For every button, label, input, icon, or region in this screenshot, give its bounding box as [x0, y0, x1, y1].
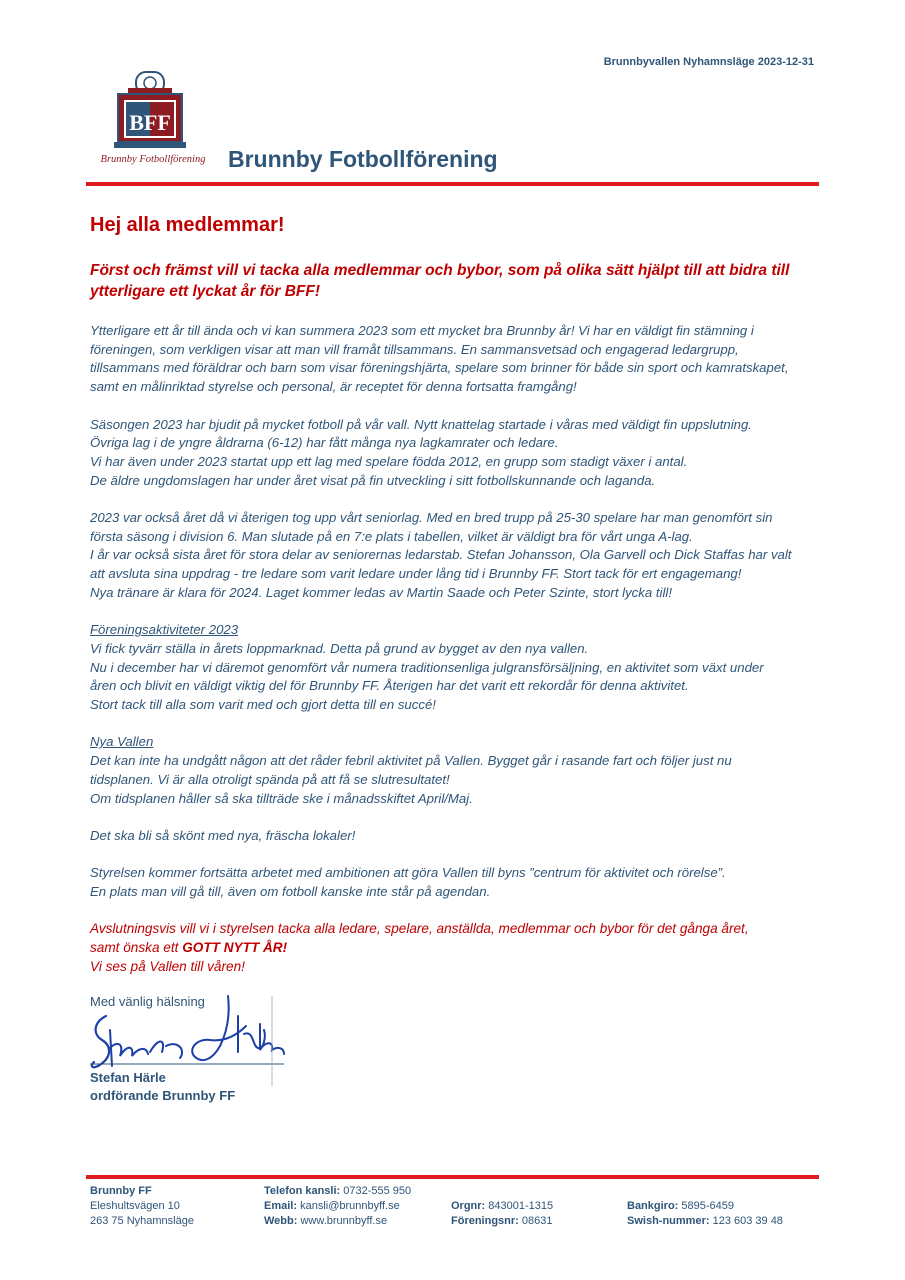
footer-swish: 123 603 39 48 — [712, 1215, 783, 1227]
footer-city: 263 75 Nyhamnsläge — [90, 1215, 194, 1227]
text-line: Vi fick tyvärr ställa in årets loppmarknad. Detta på grund av bygget av den nya vallen. — [90, 640, 589, 656]
text-line: första säsong i division 6. Man slutade på en 7:e plats i tabellen, vilket är väldigt bra för vårt unga A-lag. — [90, 528, 693, 544]
footer-email-link[interactable]: kansli@brunnbyff.se — [300, 1200, 400, 1212]
text-line: föreningen, som verkligen visar att man vill framåt tillsammans. En sammansvetsad och engagerad ledargrupp, — [90, 341, 739, 357]
paragraph-closing-wishes — [90, 920, 835, 976]
bankgiro-label: Bankgiro: — [627, 1200, 679, 1212]
text-line: Säsongen 2023 har bjudit på mycket fotboll på vår vall. Nytt knattelag startade i våras med väldigt fin uppslutning. — [90, 416, 752, 432]
text-line: 2023 var också året då vi återigen tog upp vårt seniorlag. Med en bred trupp på 25-30 spelare har man genomfört sin — [90, 510, 773, 525]
text-line: tillsammans med föräldrar och barn som visar föreningshjärta, spelare som brinner för både sin sport och kamratskapet, — [90, 360, 789, 376]
signer-block — [90, 1069, 235, 1105]
text-line: Avslutningsvis vill vi i styrelsen tacka alla ledare, spelare, anställda, medlemmar och bybor för det gånga året, — [90, 921, 749, 937]
footer-registration — [451, 1199, 553, 1229]
section-heading-nya-vallen: Nya Vallen — [90, 734, 154, 750]
letter-body — [90, 322, 835, 995]
footer-foreningsnr: 08631 — [521, 1215, 553, 1227]
document-reference: Brunnbyvallen Nyhamnsläge 2023-12-31 — [603, 56, 814, 68]
foreningsnr-label: Föreningsnr: — [451, 1215, 519, 1227]
text-line: I år var också sista året för stora delar av seniorernas ledarstab. Stefan Johansson, Ola Garvell och Dick Staffas har valt — [90, 547, 792, 563]
text-line: Nu i december har vi däremot genomfört vår numera traditionsenliga julgransförsäljning, en aktivitet som växt under — [90, 659, 764, 675]
signer-title: ordförande Brunnby FF — [90, 1088, 236, 1103]
paragraph-activities — [90, 621, 835, 715]
text-line: att avsluta sina uppdrag - tre ledare som varit ledare under lång tid i Brunnby FF. Stort tack för ert engagemang! — [90, 566, 742, 582]
footer-street: Eleshultsvägen 10 — [90, 1200, 180, 1212]
logo-caption: Brunnby Fotbollförening — [100, 154, 206, 165]
text-line: tidsplanen. Vi är alla otroligt spända på att få se slutresultatet! — [90, 771, 450, 787]
text-line: Vi ses på Vallen till våren! — [90, 958, 245, 974]
footer-payment — [627, 1199, 783, 1229]
text-line: De äldre ungdomslagen har under året visat på fin utveckling i sitt fotbollskunnande och laganda. — [90, 472, 656, 488]
footer-phone[interactable]: 0732-555 950 — [343, 1185, 412, 1197]
footer-club-name: Brunnby FF — [90, 1185, 152, 1197]
text-line: Nya tränare är klara för 2024. Laget kommer ledas av Martin Saade och Peter Szinte, stort lycka till! — [90, 584, 672, 600]
text-line: Det kan inte ha undgått någon att det råder febril aktivitet på Vallen. Bygget går i rasande fart och följer just nu — [90, 753, 732, 769]
swish-label: Swish-nummer: — [627, 1215, 710, 1227]
text-line: Vi har även under 2023 startat upp ett lag med spelare födda 2012, en grupp som stadigt växer i antal. — [90, 453, 688, 469]
club-logo — [112, 70, 188, 154]
text-line: En plats man vill gå till, även om fotboll kanske inte står på agendan. — [90, 884, 491, 899]
signer-name: Stefan Härle — [90, 1070, 166, 1085]
wish-text: samt önska ett — [90, 940, 183, 956]
new-year-wish: GOTT NYTT ÅR! — [182, 940, 288, 956]
footer-orgnr: 843001-1315 — [488, 1200, 554, 1212]
section-heading-activities: Föreningsaktiviteter 2023 — [90, 622, 239, 638]
paragraph-ambition — [90, 864, 835, 901]
footer-bankgiro: 5895-6459 — [681, 1200, 735, 1212]
logo-letters: BFF — [129, 110, 171, 135]
footer-web-link[interactable]: www.brunnbyff.se — [300, 1215, 388, 1227]
email-label: Email: — [264, 1200, 298, 1212]
footer-divider — [86, 1175, 819, 1179]
header-divider — [86, 182, 819, 186]
paragraph-new-premises — [90, 827, 835, 846]
text-line — [90, 939, 835, 958]
text-line: Om tidsplanen håller så ska tillträde ske i månadsskiftet April/Maj. — [90, 790, 473, 806]
letter-greeting: Hej alla medlemmar! — [90, 214, 285, 236]
text-line: Det ska bli så skönt med nya, fräscha lokaler! — [90, 827, 356, 843]
text-line: Övriga lag i de yngre åldrarna (6-12) har fått många nya lagkamrater och ledare. — [90, 435, 559, 451]
text-line: Ytterligare ett år till ända och vi kan summera 2023 som ett mycket bra Brunnby år! Vi har en väldigt fin stämning i — [90, 323, 754, 338]
text-line: samt en målinriktad styrelse och personal, är receptet för denna fortsatta framgång! — [90, 379, 577, 395]
paragraph-summary — [90, 322, 835, 397]
letter-lead: Först och främst vill vi tacka alla medlemmar och bybor, som på olika sätt hjälpt till att bidra till ytterligare ett lyckat år för BFF! — [90, 262, 790, 300]
paragraph-senior-team — [90, 509, 835, 603]
closing-salutation: Med vänlig hälsning — [90, 994, 205, 1009]
footer-contact — [264, 1184, 411, 1229]
organization-title: Brunnby Fotbollförening — [228, 146, 498, 172]
phone-label: Telefon kansli: — [264, 1185, 341, 1197]
orgnr-label: Orgnr: — [451, 1200, 486, 1212]
paragraph-season — [90, 416, 835, 491]
text-line: Stort tack till alla som varit med och gjort detta till en succé! — [90, 697, 436, 713]
web-label: Webb: — [264, 1215, 298, 1227]
text-line: Styrelsen kommer fortsätta arbetet med ambitionen att göra Vallen till byns ”centrum för aktivitet och rörelse”. — [90, 865, 726, 881]
paragraph-new-field — [90, 733, 835, 808]
text-line: åren och blivit en väldigt viktig del för Brunnby FF. Återigen har det varit ett rekordår för denna aktivitet. — [90, 678, 689, 694]
footer-address — [90, 1184, 194, 1229]
